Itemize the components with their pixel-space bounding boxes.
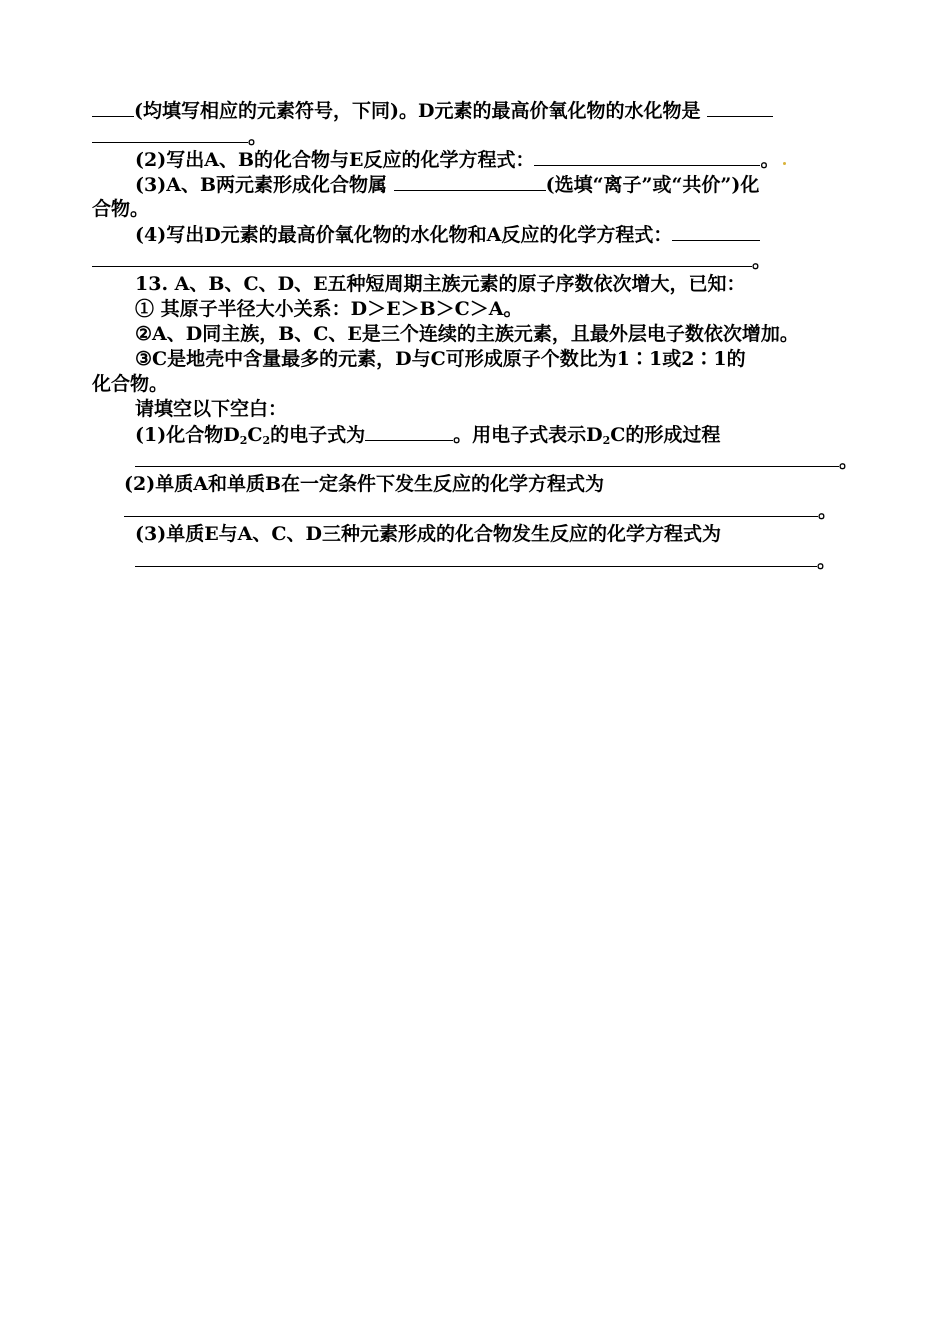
- subscript: 2: [262, 434, 271, 447]
- q12-line-1: [92, 98, 773, 123]
- q12-part-4-text: (4)写出D元素的最高价氧化物的水化物和A反应的化学方程式：: [135, 224, 673, 246]
- q12-line-2: [92, 124, 267, 149]
- q12-part-3-cont: [92, 197, 149, 221]
- q13-fill-prompt-text: 请填空以下空白：: [135, 398, 288, 420]
- end-mark: 。: [817, 550, 837, 572]
- q12-part-3: [135, 172, 759, 197]
- end-mark: 。: [752, 250, 772, 272]
- q13-condition-3-text-cont: 化合物。: [92, 373, 169, 395]
- q13-stem-text: 13. A、B、C、D、E五种短周期主族元素的原子序数依次增大，已知：: [135, 273, 746, 295]
- q12-part-4-answer: [92, 248, 771, 273]
- answer-blank[interactable]: [135, 448, 839, 467]
- q13-part-1-text-d: C的形成过程: [610, 424, 721, 446]
- answer-blank[interactable]: [365, 422, 453, 441]
- q12-line-1-text: (均填写相应的元素符号，下同)。D元素的最高价氧化物的水化物是: [134, 100, 701, 122]
- q12-part-3-text-c: 合物。: [92, 198, 150, 220]
- answer-blank[interactable]: [394, 172, 546, 191]
- answer-blank[interactable]: [92, 124, 248, 143]
- end-mark: 。: [760, 149, 780, 171]
- q13-part-3-answer: [135, 548, 836, 573]
- subscript: 2: [239, 434, 248, 447]
- subscript: 2: [602, 434, 611, 447]
- answer-blank[interactable]: [92, 248, 752, 267]
- end-mark: 。: [248, 126, 268, 148]
- q12-part-4: [135, 222, 760, 247]
- end-mark: 。: [839, 450, 859, 472]
- q13-part-2-text: (2)单质A和单质B在一定条件下发生反应的化学方程式为: [124, 473, 605, 495]
- q13-part-2: [124, 472, 604, 496]
- q12-part-2-text: (2)写出A、B的化合物与E反应的化学方程式：: [135, 149, 535, 171]
- q13-part-3-text: (3)单质E与A、C、D三种元素形成的化合物发生反应的化学方程式为: [135, 523, 722, 545]
- q13-condition-2-text: ②A、D同主族，B、C、E是三个连续的主族元素，且最外层电子数依次增加。: [135, 323, 799, 345]
- q13-part-1-text-c: 。用电子式表示D: [453, 424, 603, 446]
- q13-condition-1-text: ① 其原子半径大小关系：D＞E＞B＞C＞A。: [135, 298, 523, 320]
- q13-condition-3-cont: [92, 372, 168, 396]
- answer-blank[interactable]: [707, 98, 773, 117]
- q13-condition-3-text: ③C是地壳中含量最多的元素，D与C可形成原子个数比为1∶1或2∶1的: [135, 348, 746, 370]
- q13-fill-prompt: [135, 397, 287, 421]
- q13-part-1-text-a: (1)化合物D: [135, 424, 240, 446]
- q13-condition-1: [135, 297, 523, 321]
- answer-blank[interactable]: [534, 147, 760, 166]
- q13-condition-3: [135, 347, 746, 371]
- answer-blank[interactable]: [92, 98, 134, 117]
- end-mark: 。: [818, 500, 838, 522]
- q13-part-1: [135, 422, 720, 447]
- q13-part-2-answer: [124, 498, 837, 523]
- q12-part-2: [135, 147, 780, 172]
- answer-blank[interactable]: [124, 498, 818, 517]
- q13-stem: [135, 272, 746, 296]
- q13-part-1-text-mid: C: [247, 424, 263, 446]
- q13-condition-2: [135, 322, 799, 346]
- stray-mark: [783, 162, 786, 165]
- answer-blank[interactable]: [672, 222, 760, 241]
- answer-blank[interactable]: [135, 548, 817, 567]
- q12-part-3-text-b: (选填“离子”或“共价”)化: [545, 174, 760, 196]
- q12-part-3-text-a: (3)A、B两元素形成化合物属: [135, 174, 388, 196]
- q13-part-3: [135, 522, 721, 546]
- q13-part-1-text-b: 的电子式为: [270, 424, 366, 446]
- q13-part-1-answer: [135, 448, 858, 473]
